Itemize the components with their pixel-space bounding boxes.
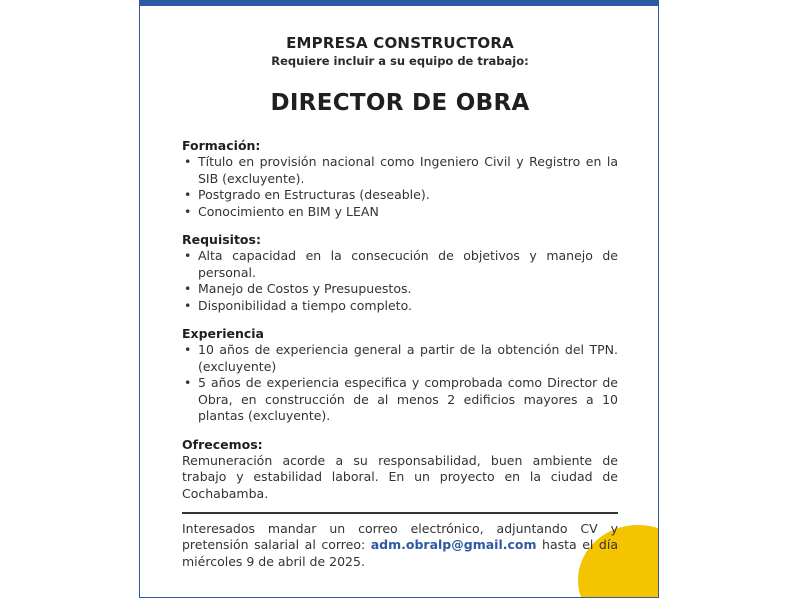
list-item: • Postgrado en Estructuras (deseable).	[182, 187, 618, 204]
contact-text	[182, 521, 618, 571]
requisitos-list	[182, 248, 618, 314]
contact-text-after: hasta el día miércoles 9 de abril de 2025.	[182, 537, 618, 569]
requisitos-section	[182, 232, 618, 314]
requisitos-heading: Requisitos:	[182, 232, 261, 247]
ofrecemos-heading: Ofrecemos:	[182, 436, 263, 452]
formacion-section	[182, 138, 618, 220]
job-posting-card	[139, 0, 659, 598]
experiencia-section	[182, 326, 618, 425]
list-item: • Manejo de Costos y Presupuestos.	[182, 281, 618, 298]
list-item: • 10 años de experiencia general a partir de la obtención del TPN. (excluyente)	[182, 342, 618, 375]
subtitle: Requiere incluir a su equipo de trabajo:	[271, 54, 529, 68]
list-item: • 5 años de experiencia especifica y comprobada como Director de Obra, en construcción de al menos 2 edificios mayores a 10 plantas (excluyente).	[182, 375, 618, 425]
ofrecemos-section	[182, 437, 618, 503]
job-title: DIRECTOR DE OBRA	[270, 90, 530, 116]
ofrecemos-text: Remuneración acorde a su responsabilidad, buen ambiente de trabajo y estabilidad laboral. En un proyecto en la ciudad de Cochabamba.	[182, 452, 618, 501]
list-item: • Alta capacidad en la consecución de objetivos y manejo de personal.	[182, 248, 618, 281]
contact-email-link[interactable]: adm.obralp@gmail.com	[370, 537, 537, 552]
formacion-heading: Formación:	[182, 138, 261, 153]
divider	[182, 512, 618, 514]
contact-text-before: Interesados mandar un correo electrónico, adjuntando CV y pretensión salarial al correo:	[182, 520, 618, 552]
experiencia-heading: Experiencia	[182, 326, 264, 341]
posting-content	[182, 34, 618, 570]
list-item: • Título en provisión nacional como Ingeniero Civil y Registro en la SIB (excluyente).	[182, 154, 618, 187]
list-item: • Conocimiento en BIM y LEAN	[182, 204, 618, 221]
list-item: • Disponibilidad a tiempo completo.	[182, 298, 618, 315]
formacion-list	[182, 154, 618, 220]
company-name: EMPRESA CONSTRUCTORA	[286, 34, 514, 52]
experiencia-list	[182, 342, 618, 425]
top-accent-bar	[140, 0, 658, 6]
